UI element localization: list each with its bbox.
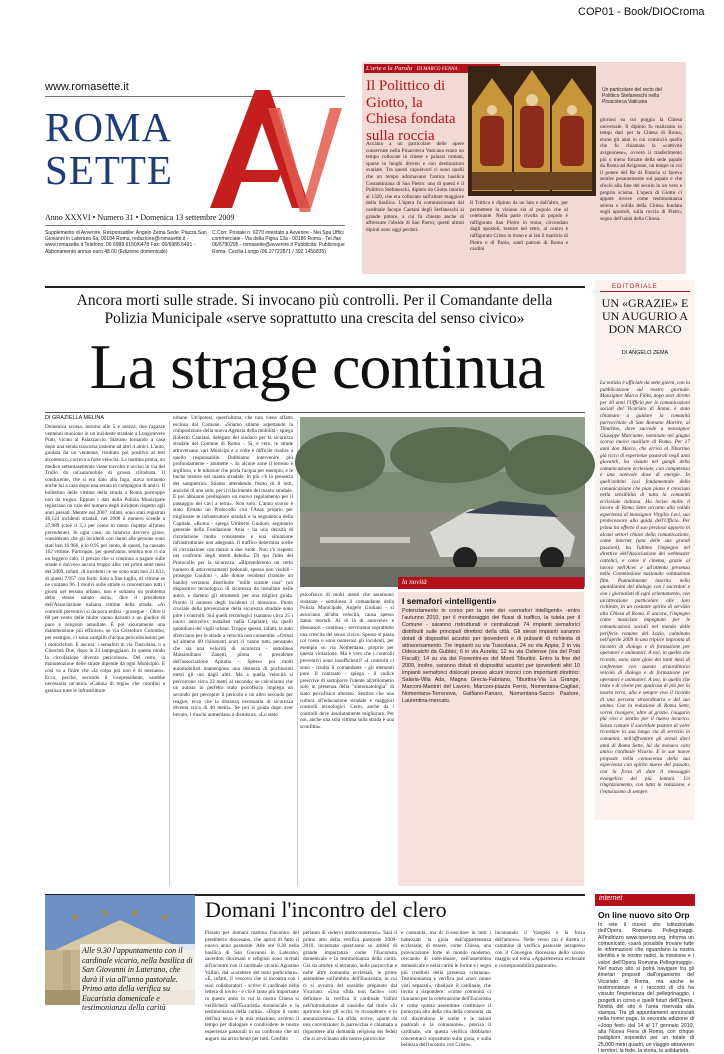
editorial-title: UN «GRAZIE» E UN AUGURIO A DON MARCO xyxy=(601,296,689,336)
semafori-kicker: la novità xyxy=(402,578,427,586)
art-caption: Un particolare del recto del Polittico Stefaneschi nella Pinacoteca Vaticana xyxy=(602,87,662,105)
lead-column-1: Domenica scorsa, intorno alle 5 e mezza, due ragazze ventenni muoiono in un incidente stradale a Lungotevere Prati, vicino al Palazzaccio. Stavano tornando a casa dopo una serata trascorsa insieme ad altri 4 amici. L'auto, guidata da un ventenne, risultato poi positivo al test alcolemico, correva a forte velocità. La mattina prima, un medico settantasettenne viene travolto e ucciso in via del Trullo da un'automobile di grossa cilindrata. Il conducente, che si era dato alla fuga, stava tornando anche lui a casa dopo una serata in compagnia di amici. Il bollettino delle vittime della strada a Roma purtroppo non da tregua. Eppure i dati della Polizia Municipale registrano un calo del numero degli incidenti rispetto agli anni passati. Mentre nel 2007, infatti, sono stati registrati 40.124 incidenti stradali, nel 2008 il numero scende a 37.989 (cioè il 5,3 per cento in meno rispetto all'anno precedente). In ogni caso, un bilancio davvero grave, considerato che gli incidenti con danni alle persone sono stati ben 16.966, e lo 0,95 per cento, di questi, ha causato 162 vittime. Purtroppo, per quest'anno, sembra non ci sia un leggero calo, il prezzo che si continua a pagare sulle strade è davvero ancora troppo alto: nei primi sette mesi del 2009, infatti, di incidenti ce ne sono stati ben 21.832, di questi 7.957 con feriti. Sino a fine luglio, di vittime se ne contano 96. I motivi sulle strade si concentrano tutti i giorni nel tessuto urbano, non è soltanto un problema dello stesso sabato sera», dice il presidente dell'Associazione italiana vittime della strada. «Ai controlli preventivi si da poca enfasi - prosegue -. Oltre il 60 per cento delle multe vanno davanti a un giudice di pace e vengono annullate. È poi sicuramente una manutenzione più efficace» su via Cristoforo Colombo, per esempio, ci sono zampilli d'acqua pericolosissimi per i motociclisti. E ancora: i semafori in via Tuscolana, o a Cinecittà Due, dopo le 23 lampeggiano. In questo modo la circolazione diventa pericolosa». Del resto, la manutenzione delle strade dipende da ogni Municipio. E così va a finire che «la colpa poi non è di nessuno». Ecco, perché, secondo il vicepresidente, sarebbe necessaria un'unica «Cabina di regia» che coordini e gestisca tutte le infrastrutture xyxy=(45,424,165,694)
crash-scene-photo xyxy=(300,417,585,587)
editorial-section: EDITORIALE xyxy=(612,284,658,290)
lead-column-3: psicofisico di molti utenti che assumono sostanze - sottolinea il comandante della Polizia Municipale, Angelo Giuliani - si associano all'alta velocità, causa spesso danni mortali. Al di là di autovelox e dissuasori - continua - serviranno soprattutto una crescita del senso civico. Spesso si passa col rosso e sono numerosi gli incidenti, per esempio su via Nomentana, proprio per questa violazione. Ma è vero che i controlli preventivi sono insufficienti? «I controlli ci sono - risulta il comandante - gli elementi pure. Il contrasto - spiega - il codice prescrive di sottoporre l'utente all'etilometro solo in presenza della "sintomatologia" di stato psicofisico alterato. Sembra che una cultura all'educazione stradale e maggiori controlli tecnologici. Certo, anche da i controlli deve assolutamente migliorare. Per noi, anche una sola vittima sulla strada è una sconfitta». xyxy=(300,592,394,730)
internet-body: In rete il nuovo sito istituzionale dell'Opera Romana Pellegrinaggi. All'indirizzo www.operorp.org, informa un comunicato, «sarà possibile trovare tutte le informazioni che riguardano la nostra identità e le nostre radici, la missione e i valori dell'Opera Romana Pellegrinaggi». Nel nuovo sito si potrà navigare tra gli itinerari proposti dall'organismo del Vicariato di Roma, ma anche le testimonianze e i racconti di chi ha vissuto l'esperienza del pellegrinaggio, i progetti in corso e quelli futuri dell'Opera. Novità del sito è l'area riservata alla stampa. Tra gli appuntamenti annunciati nella home page, la seconda edizione di «Joop fest» dal 14 al 17 gennaio 2010, alla Nuova Fiera di Roma, con cinque padiglioni espositivi per un totale di 25.000 metri quadri, un viaggio attraverso i territori, la fede, la storia, la solidarietà. xyxy=(598,922,694,1054)
masthead-url[interactable]: www.romasette.it xyxy=(45,81,129,93)
clergy-column-1: Fissato per domani mattina l'incontro del presbiterio diocesano, che aprirà di fatto il nuovo anno pastorale. Alle ore 9.30 nella basilica di San Giovanni in Laterano, sacerdoti diocesani e religiosi sono invitati all'incontro con il cardinale vicario Agostino Vallini, dal «carattere del tutto particolare». «È, infatti, il vescovo che si incontra con i suoi collaboratori - scrive il cardinale nella lettera di invito - e ciò è tanto più importante in questo anno in cui la nostra Chiesa si verificherà sull'Eucaristia domenicale e la testimonianza della carità». «Dopo il canto dell'ora terza e la mia relazione, avremo il tempo per dialogare e condividere le nostre esperienze pastorali in un confronto che mi auguro sia arricchente per tutti. Confido xyxy=(205,930,299,1042)
art-byline: DI MARCO FENNA xyxy=(416,67,458,72)
issue-line: Anno XXXVI • Numero 31 • Domenica 13 settembre 2009 xyxy=(45,213,235,222)
internet-section: internet xyxy=(599,895,623,902)
editorial-body: La notizia è ufficiale da sette giorni, con la pubblicazione sul nostro giornale. Monsignor Marco Fibbi, dopo aver diretto per 10 anni l'Ufficio per le comunicazioni sociali del Vicariato di Roma, è stato chiamato a guidare la comunità parrocchiale di San Romano Martire, al Tiburtino, dove succede a monsignor Giuseppe Marciante, nominato nel giugno scorso nuovo ausiliare di Roma. Per 17 anni don Marco, che arriva al Tiburtino già ricco di esperienze pastorali negli anni giovanili, ha vissuto nei gangli della comunicazione ecclesiale, con competenza e una notevole dose di energie. In quell'ambito così fondamentale della comunicazione che pian piano è cresciuto nella sensibilità di tutta la comunità ecclesiale italiana. Ha inciso molto il lavoro di Roma Sette accanto alla valida esperienza di monsignor Virgilio Levi, suo predecessore alla guida dell'Ufficio. Per prima ha offerto il suo prezioso apporto in alcuni settori chiave della comunicazione, come internet (una delle sue grandi passioni), ha l'ultimo l'impegno nel direttivo dell'Associazione dei webmaster cattolici, e come il cinema, grazie al lavoro nell'Acec e all'attenta presenza nella Commissione nazionale valutazione film. Puntualmente inserito nella quotidianità del dialogo con i sacerdoti e con i giornalisti di ogni orientamento, con un'attenzione particolare alle loro richieste, in un costante spirito di servizio alla Chiesa di Roma. E ancora, l'impegno come musicista impegnato per le comunicazioni sociali nel mondo delle periferie romane del Lazio, culminato nell'aprile 2009 in una triplice impronta di incontri di dialogo e di formazione per operatori e animatori. A noi, in quello che ricordo, sono state gioie dei tanti mesi di conferenze con questo straordinario veicolo di dialogo e di formazione per operatori e animatori. A noi, in quello che resta e di vivere per qualcosa di più per la nostra terra, alla e sempre vivo il ricordo di una persona straordinaria e del suo animo. Con la redazione di Roma Sette, vorrei rivolgere, oltre al grazie, l'augurio più vivo e sentito per il nuovo incarico. Senza contare il sacerdote pastore di voler ricordare la sua lunga via di servizio in comunità, nell'affrontare gli ormai dieci anni di Roma Sette, lui da monaco caro amico cardinale Vicario. E le sue nuove proposte nella conoscenza della sua esperienza con spirito nuovo del passato, con la forza di dare il messaggio evangelico dei più lontani. Un ringraziamento, con tutta la redazione, e l'entusiasmo di sempre. xyxy=(600,380,690,795)
colophon-right: C.Corr. Postale n. 6270 intestato a Avvenire - Nei Spa Uffici commerciale - Via della Pigna 13a - 00186 Roma - Tel./fax 06/6790295 - romasette@avvenire.it Pubblicità: Publicinque Roma- Cecilia Longo (06.37722871 / 392 1456835) xyxy=(212,230,345,255)
lead-subhead: Ancora morti sulle strade. Si invocano più controlli. Per il Comandante della Polizia Municipale «serve soprattutto una crescita del senso civico» xyxy=(76,292,553,327)
masthead-title-sette: SETTE xyxy=(45,147,173,193)
art-column-1: Accanto a un particolare delle opere conservate nella Pinacoteca Vaticana erano un tempo collocate in chiese e palazzi romani, sparse in luoghi diversi e con destinazioni svariate. Tra questi capolavori ci sono quelli che un tempo adornavano l'antica basilica Costantiniana di San Pietro: uno di questi è il Polittico Stefaneschi, dipinto da Giotto intorno al 1320, che era collocato sull'altare maggiore della basilica. L'opera fu commissionata dal cardinale Iacopo Caetani degli Stefaneschi al grande pittore, a cui fu chiesto anche di affrescare l'abside di San Pietro; questi ultimi dipinti sono oggi perduti. xyxy=(366,141,464,233)
art-column-3: gloriosi su cui poggia la Chiesa universale. Il dipinto fu realizzato in tempi duri per la Chiesa di Roma, erano gli anni in cui cominciò quella che fu chiamata la «cattività avignonese», ovvero il trasferimento più o meno forzato della sede papale da Roma ad Avignone, un tempo in cui il potere del Re di Francia si faceva sentire pesantemente sul papato e che sfociò alla fine del secolo in un vero e proprio scisma. L'opera di Giotto ci appare invece come testimonianza serena e solida della Chiesa fondata sugli apostoli, sulla roccia di Pietro, segno dell'unità della Chiesa. xyxy=(600,117,682,222)
clergy-column-2: pertanto di vedervi molto numerosi». Sarà il primo atto della verifica pastorale 2009-2010, incentrata quest'anno su ambiti di grande importanza come l'Eucaristia domenicale e la testimonianza della carità. Già da ottobre si terranno, nelle parrocchie e nelle altre comunità ecclesiali, le prime assemblee sull'ambito dell'Eucaristia, in cui ci si avvarrà del sussidio preparato dal Vicariato. «Una sfida non facile» così definisce la verifica il cardinale Vallini nell'introduzione al sussidio dal titolo «Si aprirono loro gli occhi, lo riconobbero e lo annunziarono». La sfida, scrive, «parte da una convinzione: la parrocchia è chiamata a rispondere alla domanda religiosa dei fedeli che si avvicinano alle nostre parrocchie xyxy=(303,930,397,1042)
clergy-caption: Alle 9.30 l'appuntamento con il cardinale vicario, nella basilica di San Giovanni in Laterano, che darà il via all'anno pastorale. Primo atto della verifica su Eucaristia domenicale e testimonianza della carità xyxy=(80,944,199,1015)
lead-column-2: urbane. Un'ipotesi, quest'ultima, che non viene affatto esclusa dal Comune. «Stiamo stiamo aspettando la composizione della nuova Agenzia della mobilità - spiega Roberto Cantiani, delegato del sindaco per la sicurezza stradale del Comune di Roma -. Sì, è vero, le strade attraversano vari Municipi e a volte è difficile risalire a quello responsabile. Dobbiamo intervenire più profondamente - ammette -. In alcune zone il terreno è argilloso, e le tubature che porta l'acqua per esempio, e le buche mentre nel manto stradale, in più c'è la presenza dei sampietrini. Stiamo attendendo l'esito di 8 lotti, anziché di uno solo, per il rifacimento del manto stradale. E poi abbiamo predisposto un nuovo regolamento per il passaggio dei cavi a terra». Non solo. L'anno scorso è stato firmato un Protocollo con l'Anas proprio per migliorare le infrastrutture stradali e la segnaletica della Capitale. «Roma - spiega Umberto Guidoni, segretario generale della Fondazione Ania - ha una densità di circolazione molto consistente e una situazione infrastrutturale non adeguata. Il traffico determina scelte di circolazione con mezzi a due ruote. Non c'è rispetto nei confronti degli utenti deboli». Di qui l'idea del Protocollo per la sicurezza. «Riprenderemo un certo numero di attraversamenti pedonali, spesso non visibili - prosegue Guidoni -, alle donne residenti (tramite un bando) verranno distribuite "mille scatole rosa" (un dispositivo tecnologico di sicurezza da installare nelle auto), e daremo gli strumenti per una miglior guida. Pronto il numero degli incidenti ci monsono. Punto cruciale della prevenzione della sicurezza stradale sono pure i controlli. Sui quelli tecnologici (saranno circa 25 i nuovi autovelox installati nella Capitale), sia quelli quotidiani dei vigili urbani. Troppo spesso, infatti, le auto sfrecciano per le strade a velocità non consentite. «Ormai ad almeno 60 chilometri orari ci vanno tutti, pensando che sia una velocità di sicurezza - sottolinea Massimiliano Zanetti, pilota e presidente dell'associazione Apitalia -. Spesso poi molti automobilisti mantengono una distanza di pochissimi metri gli uni dagli altri. Ma a quella velocità si percorrono circa 22 metri al secondo; se calcoliamo che un autista in perfetto stato psicofisico impiega un secondo per percepire il pericolo e un altro secondo per reagire, ecco che la distanza necessaria di sicurezza diventa circa di 40 metri». Se poi si guida dopo aver bevuto, i riuschi aumentano a dismisura. «Lo stato xyxy=(173,415,293,718)
giotto-polyptych-image xyxy=(468,66,596,196)
masthead-title-roma: ROMA xyxy=(45,104,173,150)
art-kicker: L'arte e la Parola xyxy=(366,65,413,72)
print-code: COP01 - Book/DIOCroma xyxy=(578,6,705,18)
lead-headline: La strage continua xyxy=(89,331,545,402)
internet-title: On line nuovo sito Orp xyxy=(598,910,690,920)
semafori-body: Potenziamento in corso per la rete dei «semafori intelligenti» -entro l'autunno 2010, per il monitoraggio dei flussi di traffico, la tutela per il Comune - saranno ristrutturati e centralizzati 74 impianti semaforici distribuiti sulle principali direttrici della città. Gli stessi impianti saranno dotati di dispositivi acustici per ipovedenti e di pulsanti di richiesta di attraversamento. Tre impianti su via Tuscolana, 24 su via Appia; 2 in via Odescalchi da Gubbio; 6 in via Aurelia; 12 su via Ostiense (via del Prati Fiscali); 14 su via dei Fiorentini-ex del Monti Tiburtini. Entro la fine del 2009, inoltre, saranno dotati di dispositivi acustici per ipovedenti altri 10 impianti semaforici dislocati presso alcuni incroci con importanti direttrici: Salaria-Villa Ada, Magna Grecia-Fabriano, Tiburtina-Via La Grange, Marconi-Mantriri del Lavoro, Marconi-piazza Ferris, Nomentana-Cagliari, Nomentana-Torrenova, Galfiano-Panaro, Nomentana-Sacco Pastore, Laurentina-mercato. xyxy=(402,608,580,704)
colophon-left: Supplemento di Avvenire, Responsabile: Angelo Zema Sede: Piazza San Giovanni in Laterano 6a, 00184 Roma, redazione@romasette.it - www.romasette.it Telefono: 06 6988.6150/6478 Fax: 06/6988.6491 - Abbonamento annuo euro 48.00 (Edizione domenicale) xyxy=(45,230,207,255)
semafori-title: I semafori «intelligenti» xyxy=(402,596,497,606)
art-title: Il Polittico di Giotto, la Chiesa fondata sulla roccia xyxy=(366,78,456,144)
av-logo-icon xyxy=(180,78,350,218)
art-column-2: Il Trittico è dipinto da un lato e dall'altro, per permettere la visione sia al popolo che al celebrante. Nella parte rivolta al popolo è raffigurato San Pietro in trono, circondato dagli apostoli, mentre nel retro, al centro è raffigurato Cristo in trono e ai lati il martirio di Pietro e di Paolo, santi patroni di Roma e cardini xyxy=(470,200,568,253)
clergy-column-4: incarnando il Vangelo e la forza dell'amore». Nelle verso cui è diretto il cammino di verifica pastorale intrapreso con il Convegno diocesano dello scorso maggio sul tema «Appartenenza ecclesiale e corresponsabilità pastorale». xyxy=(495,930,585,969)
clergy-headline: Domani l'incontro del clero xyxy=(205,897,447,922)
clergy-column-3: e comunità, ma di ri-suscitare in tutti i battezzati la gioia dell'appartenenza ecclesiale; di essere, come Chiesa, una provocazione forte al mondo moderno, cercando di individuare, nell'assemblea domenicale e nella carità le forme e i segni più credibili della presenza cristiana». Testimonianza e verifica poi «non vanno visti separati», ribadisce il cardinale, che invita a rispondere: «come comunità ci riuniamo per la celebrazione dell'Eucaristia e come questa assemblea costituisce il punto più alto della vita della comunità, da cui discendono le scelte e le azioni pastorali e la comunione», precisa il cardinale, «in questa verifica dobbiamo concentrarci soprattutto sulla gioia, e sulla bellezza dell'incontro con Cristo». xyxy=(401,930,491,1049)
lead-byline: DI GRAZIELLA MELINA xyxy=(45,415,104,421)
editorial-byline: DI ANGELO ZEMA xyxy=(621,350,669,356)
